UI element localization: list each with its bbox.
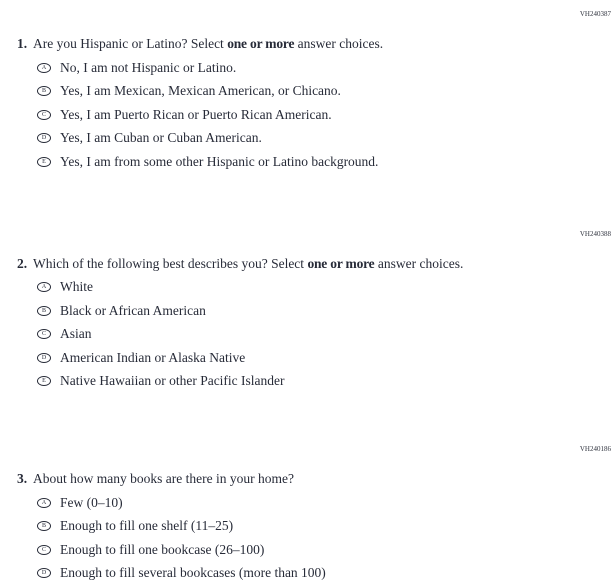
bubble-letter: A bbox=[41, 284, 47, 291]
question-text-suffix: answer choices. bbox=[294, 36, 384, 51]
answer-bubble-icon[interactable] bbox=[37, 282, 51, 292]
bubble-letter: B bbox=[41, 523, 46, 530]
question-2 bbox=[17, 255, 615, 273]
answer-bubble-icon[interactable] bbox=[37, 545, 51, 555]
bubble-letter: A bbox=[41, 64, 47, 71]
answer-option-c[interactable] bbox=[37, 323, 615, 347]
bubble-letter: D bbox=[41, 354, 47, 361]
answer-option-d[interactable] bbox=[37, 346, 615, 370]
question-block-3 bbox=[0, 445, 615, 585]
answer-option-label: Native Hawaiian or other Pacific Islander bbox=[60, 373, 285, 389]
bubble-letter: D bbox=[41, 570, 47, 577]
answer-option-label: Yes, I am Puerto Rican or Puerto Rican American. bbox=[60, 106, 332, 122]
answer-bubble-icon[interactable] bbox=[37, 376, 51, 386]
answer-option-a[interactable] bbox=[37, 491, 615, 515]
answer-option-e[interactable] bbox=[37, 150, 615, 174]
answer-bubble-icon[interactable] bbox=[37, 86, 51, 96]
bubble-letter: C bbox=[41, 111, 46, 118]
answer-bubble-icon[interactable] bbox=[37, 157, 51, 167]
answer-option-label: Yes, I am Cuban or Cuban American. bbox=[60, 130, 262, 146]
answer-option-label: American Indian or Alaska Native bbox=[60, 349, 246, 365]
answer-option-label: Yes, I am Mexican, Mexican American, or Chicano. bbox=[60, 83, 341, 99]
bubble-letter: E bbox=[42, 158, 46, 165]
answer-option-label: Black or African American bbox=[60, 302, 206, 318]
question-number: 1. bbox=[17, 36, 28, 51]
item-code: VH240387 bbox=[579, 10, 611, 18]
question-text-bold: one or more bbox=[227, 36, 295, 51]
answer-bubble-icon[interactable] bbox=[37, 63, 51, 73]
answer-option-b[interactable] bbox=[37, 299, 615, 323]
answer-option-d[interactable] bbox=[37, 127, 615, 151]
bubble-letter: C bbox=[41, 546, 46, 553]
answer-option-b[interactable] bbox=[37, 80, 615, 104]
answer-option-label: White bbox=[60, 279, 93, 295]
question-text-prefix: Are you Hispanic or Latino? Select bbox=[33, 36, 228, 51]
answer-bubble-icon[interactable] bbox=[37, 568, 51, 578]
item-code: VH240186 bbox=[579, 445, 611, 453]
question-block-1 bbox=[0, 10, 615, 174]
bubble-letter: B bbox=[41, 88, 46, 95]
answer-option-label: Yes, I am from some other Hispanic or Latino background. bbox=[60, 153, 379, 169]
question-text bbox=[33, 255, 463, 273]
question-1 bbox=[17, 35, 615, 53]
item-code: VH240388 bbox=[579, 229, 611, 238]
answer-option-c[interactable] bbox=[37, 538, 615, 562]
answer-option-label: Asian bbox=[60, 326, 92, 342]
question-block-2 bbox=[0, 230, 615, 394]
answer-bubble-icon[interactable] bbox=[37, 521, 51, 531]
bubble-letter: B bbox=[41, 307, 46, 314]
answer-options bbox=[37, 276, 615, 394]
answer-bubble-icon[interactable] bbox=[37, 306, 51, 316]
answer-option-a[interactable] bbox=[37, 56, 615, 80]
answer-option-label: Few (0–10) bbox=[60, 494, 123, 510]
answer-option-label: No, I am not Hispanic or Latino. bbox=[60, 59, 237, 75]
question-text-prefix: Which of the following best describes you? Select bbox=[33, 255, 308, 271]
question-text bbox=[33, 470, 294, 488]
answer-option-label: Enough to fill one shelf (11–25) bbox=[60, 518, 234, 534]
answer-option-c[interactable] bbox=[37, 103, 615, 127]
answer-option-a[interactable] bbox=[37, 276, 615, 300]
answer-options bbox=[37, 491, 615, 585]
answer-option-label: Enough to fill one bookcase (26–100) bbox=[60, 541, 265, 557]
question-text-prefix: About how many books are there in your home? bbox=[33, 471, 294, 486]
question-number: 3. bbox=[17, 471, 28, 486]
bubble-letter: C bbox=[41, 331, 46, 338]
bubble-letter: E bbox=[42, 378, 46, 385]
answer-option-d[interactable] bbox=[37, 562, 615, 586]
answer-options bbox=[37, 56, 615, 174]
bubble-letter: D bbox=[41, 135, 47, 142]
answer-option-b[interactable] bbox=[37, 515, 615, 539]
answer-bubble-icon[interactable] bbox=[37, 133, 51, 143]
question-3 bbox=[17, 470, 615, 488]
answer-bubble-icon[interactable] bbox=[37, 353, 51, 363]
answer-bubble-icon[interactable] bbox=[37, 329, 51, 339]
bubble-letter: A bbox=[41, 499, 47, 506]
answer-bubble-icon[interactable] bbox=[37, 498, 51, 508]
question-text-bold: one or more bbox=[307, 255, 375, 271]
answer-bubble-icon[interactable] bbox=[37, 110, 51, 120]
answer-option-e[interactable] bbox=[37, 370, 615, 394]
question-text-suffix: answer choices. bbox=[374, 255, 464, 271]
question-text bbox=[33, 35, 383, 53]
answer-option-label: Enough to fill several bookcases (more than 100) bbox=[60, 565, 326, 581]
question-number: 2. bbox=[17, 255, 28, 271]
